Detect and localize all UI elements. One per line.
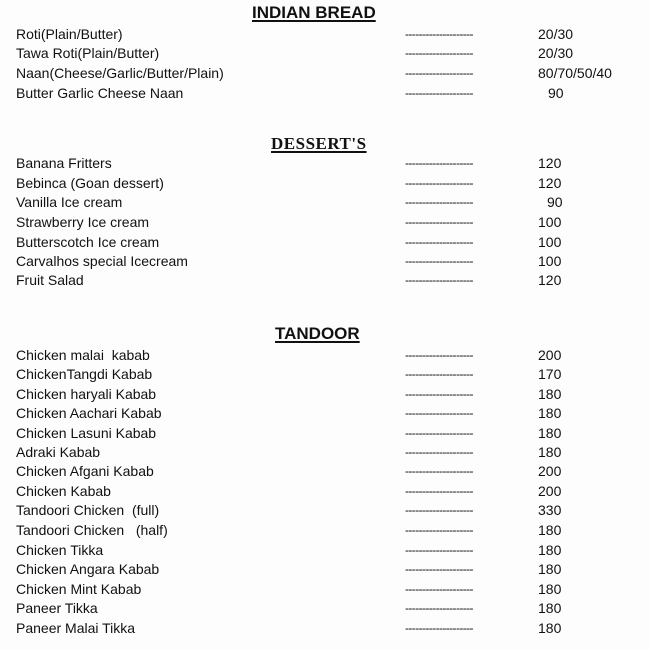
leader-dots: -------------------- xyxy=(405,601,473,615)
section-heading-tandoor: TANDOOR xyxy=(275,324,360,343)
leader-dots: -------------------- xyxy=(405,503,473,517)
menu-item xyxy=(0,83,650,103)
item-name: Tawa Roti(Plain/Butter) xyxy=(16,45,160,61)
menu-item xyxy=(0,579,650,599)
item-name: Chicken Lasuni Kabab xyxy=(16,425,157,441)
item-name: Adraki Kabab xyxy=(16,444,101,460)
item-price: 330 xyxy=(538,502,562,518)
menu-item xyxy=(0,481,650,501)
leader-dots: -------------------- xyxy=(405,27,473,41)
item-price: 180 xyxy=(538,522,562,538)
item-price: 180 xyxy=(538,405,562,421)
leader-dots: -------------------- xyxy=(405,562,473,576)
item-price: 100 xyxy=(538,253,562,269)
leader-dots: -------------------- xyxy=(405,46,473,60)
item-price: 180 xyxy=(538,620,562,636)
item-price: 120 xyxy=(538,272,562,288)
item-price: 200 xyxy=(538,463,562,479)
item-name: Chicken Tikka xyxy=(16,542,104,558)
leader-dots: -------------------- xyxy=(405,348,473,362)
leader-dots: -------------------- xyxy=(405,367,473,381)
menu-item xyxy=(0,540,650,560)
leader-dots: -------------------- xyxy=(405,426,473,440)
menu-item xyxy=(0,384,650,404)
item-name: Paneer Tikka xyxy=(16,600,98,616)
item-name: Tandoori Chicken (full) xyxy=(16,502,160,518)
leader-dots: -------------------- xyxy=(405,86,473,100)
item-price: 200 xyxy=(538,483,562,499)
item-price: 180 xyxy=(538,561,562,577)
menu-item xyxy=(0,270,650,290)
leader-dots: -------------------- xyxy=(405,235,473,249)
item-price: 120 xyxy=(538,175,562,191)
item-price: 20/30 xyxy=(538,26,574,42)
menu-item xyxy=(0,618,650,638)
leader-dots: -------------------- xyxy=(405,176,473,190)
menu-item xyxy=(0,63,650,83)
item-name: Strawberry Ice cream xyxy=(16,214,150,230)
item-name: Paneer Malai Tikka xyxy=(16,620,136,636)
item-name: Chicken Aachari Kabab xyxy=(16,405,162,421)
menu-item xyxy=(0,153,650,173)
leader-dots: -------------------- xyxy=(405,254,473,268)
item-price: 180 xyxy=(538,542,562,558)
menu-item xyxy=(0,212,650,232)
item-price: 120 xyxy=(538,155,562,171)
menu-item xyxy=(0,43,650,63)
item-price: 180 xyxy=(538,444,562,460)
menu-item xyxy=(0,345,650,365)
menu-item xyxy=(0,598,650,618)
item-name: Chicken Kabab xyxy=(16,483,111,499)
menu-item xyxy=(0,559,650,579)
item-name: Carvalhos special Icecream xyxy=(16,253,188,269)
leader-dots: -------------------- xyxy=(405,66,473,80)
menu-item xyxy=(0,423,650,443)
item-price: 180 xyxy=(538,425,562,441)
item-name: Fruit Salad xyxy=(16,272,84,288)
menu-item xyxy=(0,232,650,252)
item-name: Chicken Mint Kabab xyxy=(16,581,142,597)
item-name: Chicken Angara Kabab xyxy=(16,561,160,577)
leader-dots: -------------------- xyxy=(405,445,473,459)
menu-item xyxy=(0,364,650,384)
menu-item xyxy=(0,403,650,423)
item-price: 90 xyxy=(547,194,563,210)
leader-dots: -------------------- xyxy=(405,523,473,537)
item-name: Tandoori Chicken (half) xyxy=(16,522,168,538)
menu-item xyxy=(0,442,650,462)
item-price: 180 xyxy=(538,386,562,402)
item-name: Chicken Afgani Kabab xyxy=(16,463,154,479)
item-price: 100 xyxy=(538,214,562,230)
leader-dots: -------------------- xyxy=(405,621,473,635)
item-price: 200 xyxy=(538,347,562,363)
leader-dots: -------------------- xyxy=(405,195,473,209)
menu-item xyxy=(0,192,650,212)
leader-dots: -------------------- xyxy=(405,464,473,478)
item-name: Chicken haryali Kabab xyxy=(16,386,157,402)
section-heading-indian-bread: INDIAN BREAD xyxy=(252,3,376,22)
leader-dots: -------------------- xyxy=(405,484,473,498)
item-price: 170 xyxy=(538,366,562,382)
leader-dots: -------------------- xyxy=(405,387,473,401)
item-name: Bebinca (Goan dessert) xyxy=(16,175,164,191)
menu-item xyxy=(0,173,650,193)
item-price: 80/70/50/40 xyxy=(538,65,612,81)
item-price: 100 xyxy=(538,234,562,250)
menu-item xyxy=(0,500,650,520)
menu-item xyxy=(0,24,650,44)
item-name: Banana Fritters xyxy=(16,155,112,171)
item-price: 90 xyxy=(548,85,564,101)
leader-dots: -------------------- xyxy=(405,582,473,596)
menu-item xyxy=(0,461,650,481)
leader-dots: -------------------- xyxy=(405,156,473,170)
item-name: Vanilla Ice cream xyxy=(16,194,123,210)
leader-dots: -------------------- xyxy=(405,406,473,420)
menu-item xyxy=(0,520,650,540)
leader-dots: -------------------- xyxy=(405,273,473,287)
item-price: 180 xyxy=(538,581,562,597)
leader-dots: -------------------- xyxy=(405,215,473,229)
item-name: Butter Garlic Cheese Naan xyxy=(16,85,184,101)
item-name: Naan(Cheese/Garlic/Butter/Plain) xyxy=(16,65,224,81)
item-name: Butterscotch Ice cream xyxy=(16,234,160,250)
item-price: 180 xyxy=(538,600,562,616)
leader-dots: -------------------- xyxy=(405,543,473,557)
item-name: Chicken malai kabab xyxy=(16,347,150,363)
section-heading-desserts: DESSERT'S xyxy=(271,134,367,153)
item-name: ChickenTangdi Kabab xyxy=(16,366,153,382)
item-name: Roti(Plain/Butter) xyxy=(16,26,123,42)
item-price: 20/30 xyxy=(538,45,574,61)
menu-item xyxy=(0,251,650,271)
